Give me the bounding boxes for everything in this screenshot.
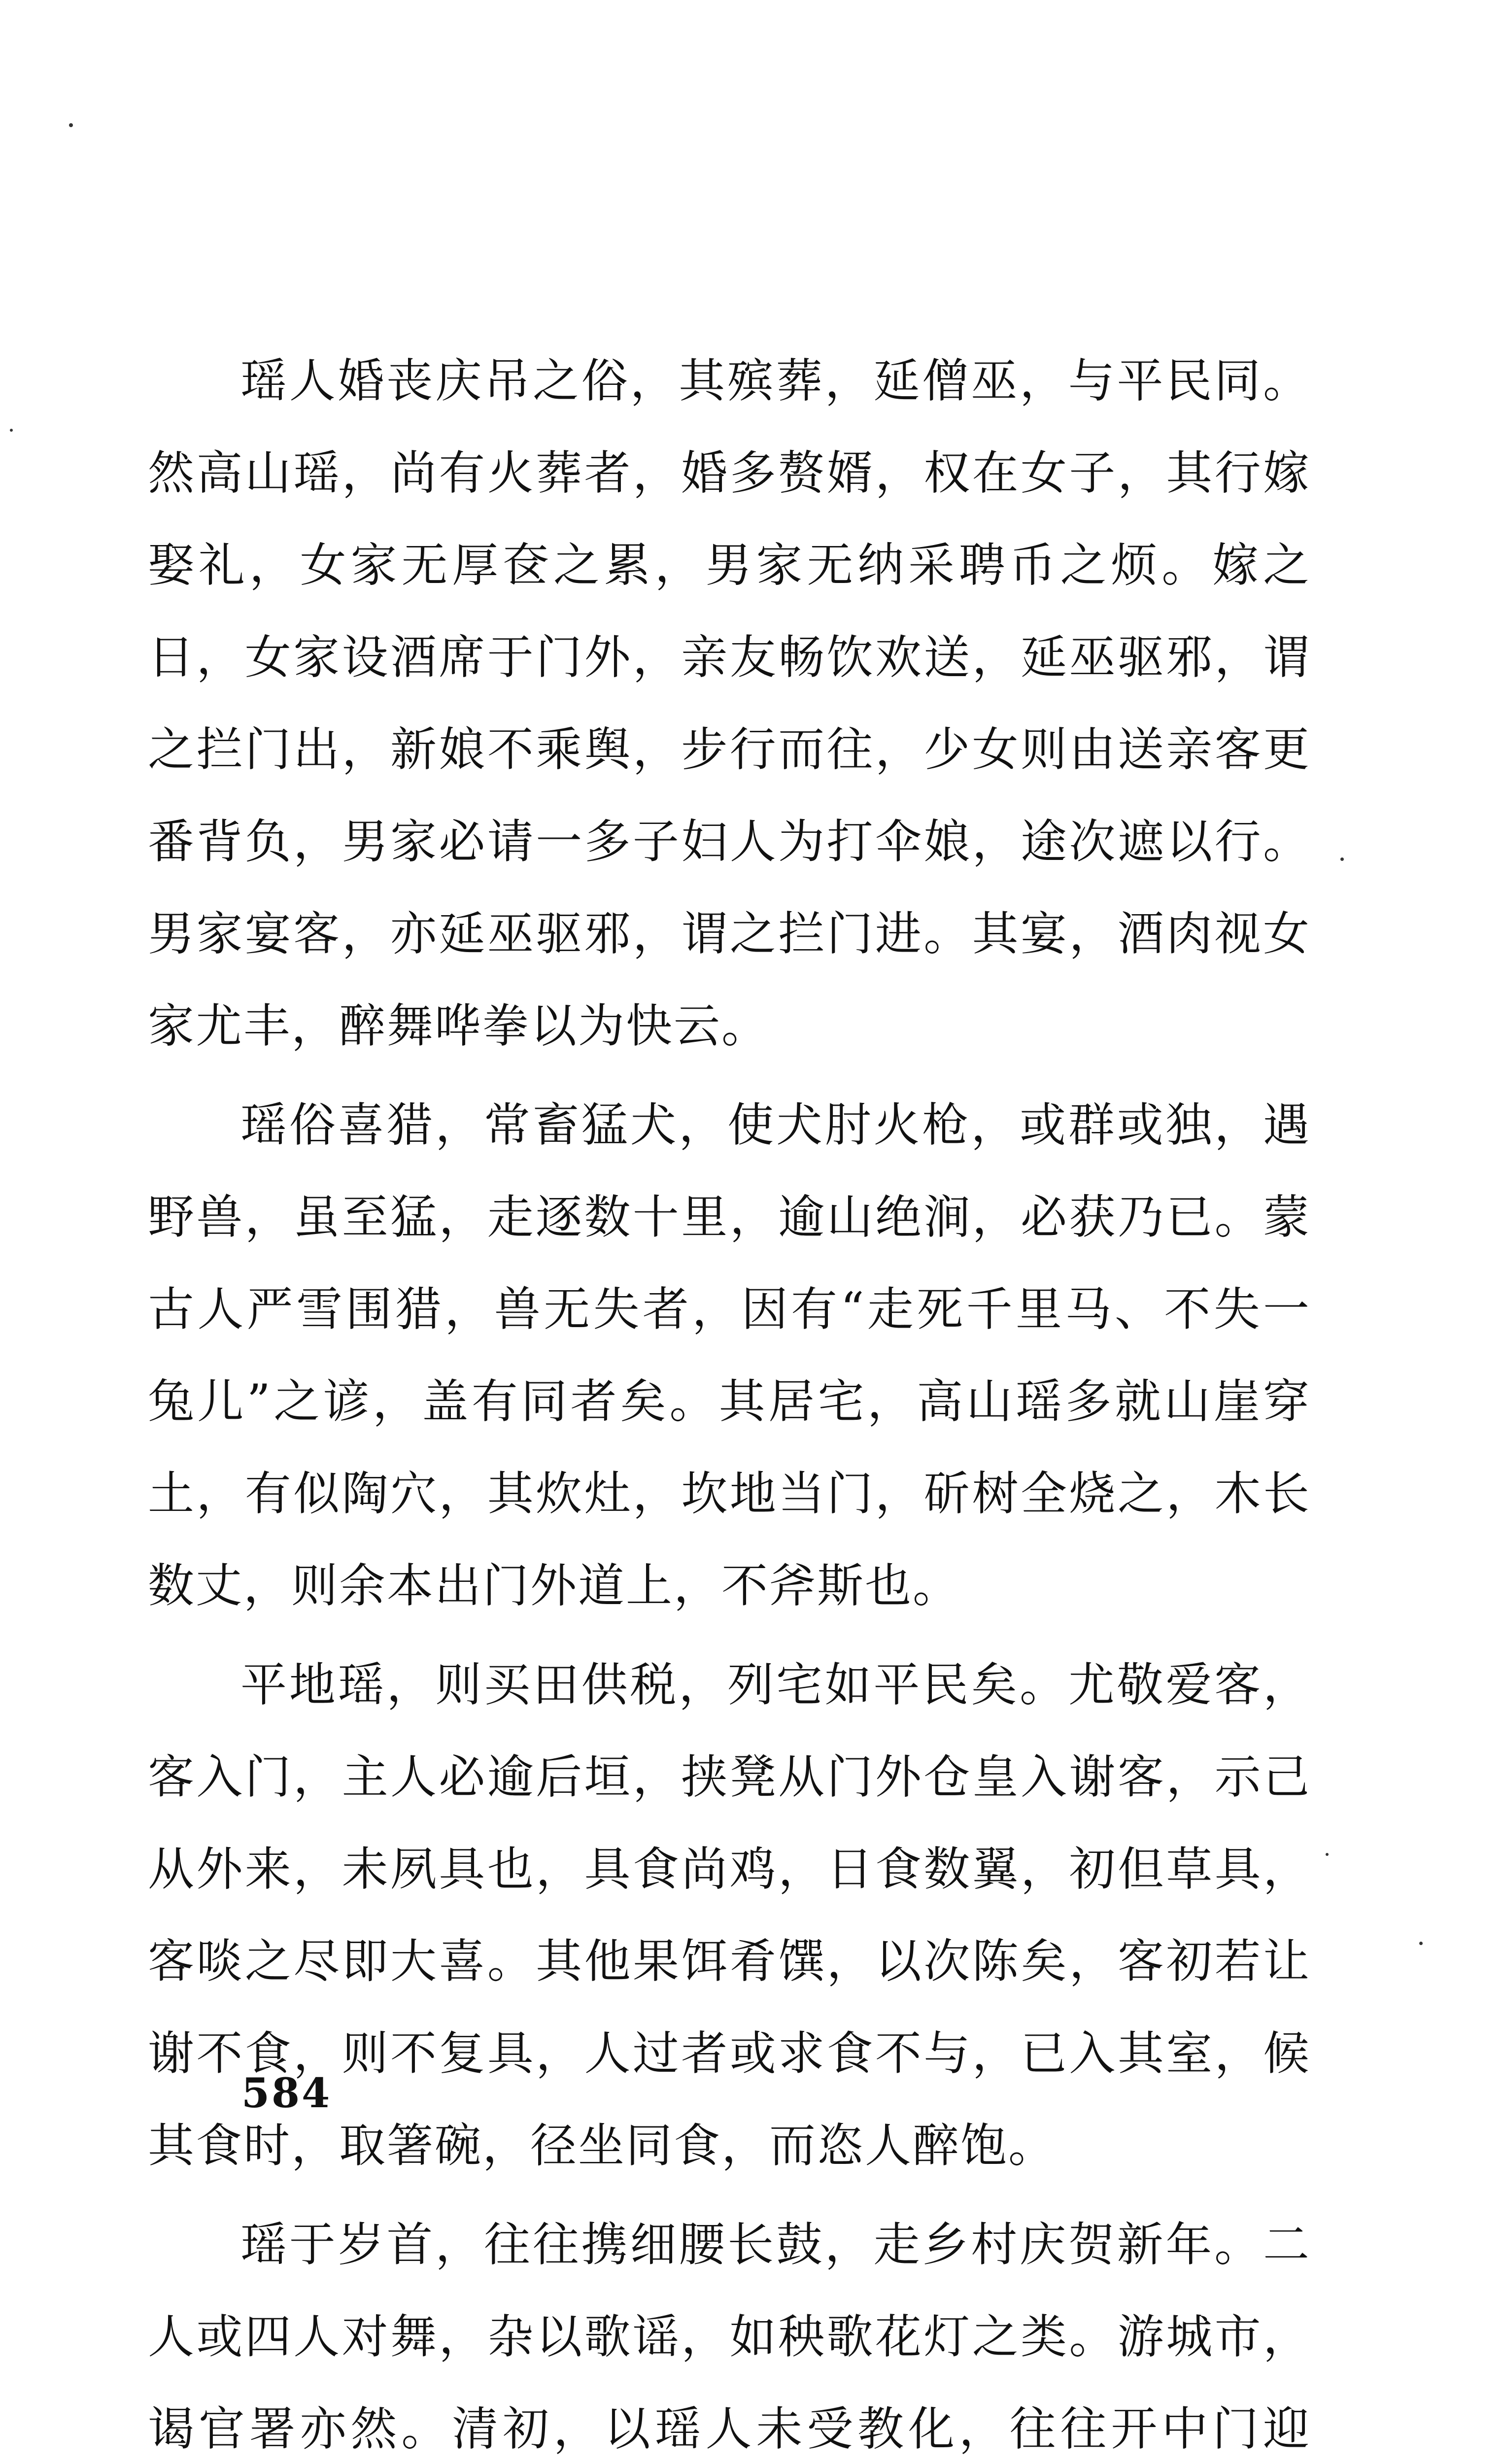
paragraph-hunting-dwelling: 瑶俗喜猎，常畜猛犬，使犬肘火枪，或群或独，遇野兽，虽至猛，走逐数十里，逾山绝涧，必获乃已。蒙古人严雪围猎，兽无失者，因有“走死千里马、不失一兔儿”之谚，盖有同者矣。其居宅，高山瑶多就山崖穿土，有似陶穴，其炊灶，坎地当门，斫树全烧之，木长数丈，则余本出门外道上，不斧斯也。 xyxy=(148,1098,1311,1613)
print-speck xyxy=(69,123,73,127)
print-speck xyxy=(1326,1853,1329,1856)
paragraph-hospitality: 平地瑶，则买田供税，列宅如平民矣。尤敬爱客，客入门，主人必逾后垣，挟凳从门外仓皇入谢客，示己从外来，未夙具也，具食尚鸡，日食数翼，初但草具，客啖之尽即大喜。其他果饵肴馔，以次陈矣，客初若让谢不食，则不复具，人过者或求食不与，已入其室，候其食时，取箸碗，径坐同食，而恣人醉饱。 xyxy=(148,1658,1311,2173)
page-number: 584 xyxy=(241,2070,332,2117)
paragraph-marriage-customs: 瑶人婚丧庆吊之俗，其殡葬，延僧巫，与平民同。然高山瑶，尚有火葬者，婚多赘婿，权在女子，其行嫁娶礼，女家无厚奁之累，男家无纳采聘币之烦。嫁之日，女家设酒席于门外，亲友畅饮欢送，延巫驱邪，谓之拦门出，新娘不乘舆，步行而往，少女则由送亲客更番背负，男家必请一多子妇人为打伞娘，途次遮以行。男家宴客，亦延巫驱邪，谓之拦门进。其宴，酒肉视女家尤丰，醉舞哗拳以为快云。 xyxy=(148,354,1311,1053)
print-speck xyxy=(1340,857,1344,861)
print-speck xyxy=(1419,1942,1423,1945)
body-text xyxy=(148,335,1311,2464)
paragraph-new-year-drums: 瑶于岁首，往往携细腰长鼓，走乡村庆贺新年。二人或四人对舞，杂以歌谣，如秧歌花灯之类。游城市，谒官署亦然。清初，以瑶人未受教化，往往开中门迎 xyxy=(148,2218,1311,2456)
print-speck xyxy=(10,429,13,432)
